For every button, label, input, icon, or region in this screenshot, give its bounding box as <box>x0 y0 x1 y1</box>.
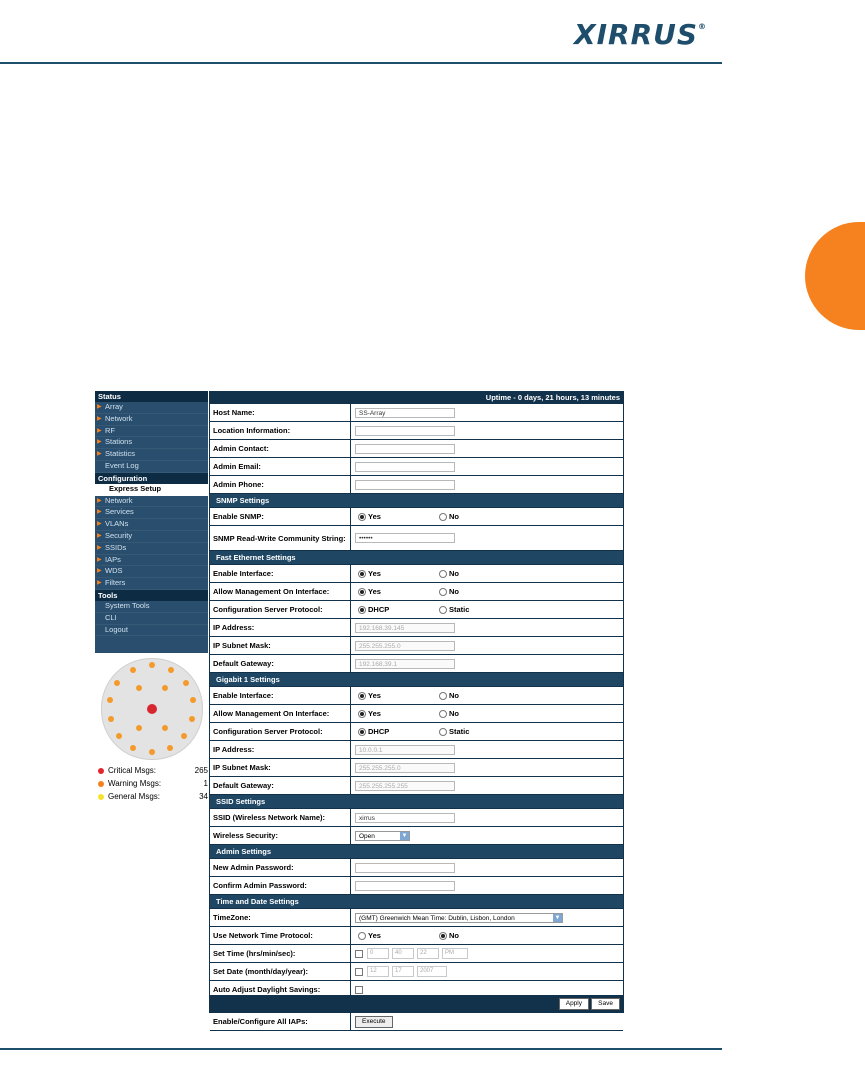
gig-enable-yes-radio[interactable]: Yes <box>358 687 381 704</box>
snmp-yes-radio[interactable]: Yes <box>358 508 381 525</box>
arrow-right-icon: ▶ <box>97 580 102 587</box>
iap-status-dot <box>130 745 136 751</box>
row-host-name: Host Name: SS-Array <box>210 404 623 422</box>
iap-status-dot <box>149 662 155 668</box>
row-gig-mgmt: Allow Management On Interface: Yes No <box>210 705 623 723</box>
fast-ethernet-header: Fast Ethernet Settings <box>210 551 623 565</box>
admin-phone-input[interactable] <box>355 480 455 490</box>
nav-item-iaps[interactable]: ▶ IAPs <box>95 555 208 567</box>
iap-status-dot <box>130 667 136 673</box>
time-minute-input[interactable]: 40 <box>392 948 414 959</box>
fe-mgmt-yes-radio[interactable]: Yes <box>358 583 381 600</box>
set-date-checkbox[interactable] <box>355 968 363 976</box>
nav-item-logout[interactable]: Logout <box>95 625 208 637</box>
iap-status-dot <box>168 667 174 673</box>
fe-enable-no-radio[interactable]: No <box>439 565 459 582</box>
gig-enable-no-radio[interactable]: No <box>439 687 459 704</box>
arrow-right-icon: ▶ <box>97 451 102 458</box>
row-timezone: TimeZone: (GMT) Greenwich Mean Time: Dublin, Lisbon, London ▼ <box>210 909 623 927</box>
fe-gateway-input[interactable]: 192.168.39.1 <box>355 659 455 669</box>
arrow-right-icon: ▶ <box>97 521 102 528</box>
fe-mgmt-no-radio[interactable]: No <box>439 583 459 600</box>
iap-status-dot <box>183 680 189 686</box>
gig-mask-input[interactable]: 255.255.255.0 <box>355 763 455 773</box>
row-fe-mask: IP Subnet Mask: 255.255.255.0 <box>210 637 623 655</box>
chevron-down-icon: ▼ <box>554 914 561 921</box>
row-fe-enable: Enable Interface: Yes No <box>210 565 623 583</box>
arrow-right-icon: ▶ <box>97 509 102 516</box>
arrow-right-icon: ▶ <box>97 415 102 422</box>
date-day-input[interactable]: 17 <box>392 966 414 977</box>
gig-ip-input[interactable]: 10.0.0.1 <box>355 745 455 755</box>
time-ampm-select[interactable]: PM <box>442 948 468 959</box>
wireless-security-select[interactable]: Open ▼ <box>355 831 410 841</box>
nav-item-cli[interactable]: CLI <box>95 613 208 625</box>
arrow-right-icon: ▶ <box>97 439 102 446</box>
location-input[interactable] <box>355 426 455 436</box>
nav-section-status: Status <box>95 391 208 402</box>
row-gig-gateway: Default Gateway: 255.255.255.255 <box>210 777 623 795</box>
time-date-header: Time and Date Settings <box>210 895 623 909</box>
nav-item-security[interactable]: ▶ Security <box>95 531 208 543</box>
row-snmp-community: SNMP Read-Write Community String: •••••• <box>210 526 623 551</box>
nav-section-tools: Tools <box>95 590 208 601</box>
snmp-no-radio[interactable]: No <box>439 508 459 525</box>
row-wireless-security: Wireless Security: Open ▼ <box>210 827 623 845</box>
row-gig-mask: IP Subnet Mask: 255.255.255.0 <box>210 759 623 777</box>
snmp-settings-header: SNMP Settings <box>210 494 623 508</box>
ssid-name-input[interactable]: xirrus <box>355 813 455 823</box>
arrow-right-icon: ▶ <box>97 404 102 410</box>
warning-msgs[interactable]: Warning Msgs: 1 <box>98 777 208 790</box>
web-management-screenshot <box>95 391 624 1026</box>
iap-status-dot <box>189 716 195 722</box>
ssid-settings-header: SSID Settings <box>210 795 623 809</box>
row-new-password: New Admin Password: <box>210 859 623 877</box>
chapter-tab-marker <box>805 222 865 330</box>
array-status-graphic[interactable] <box>101 658 203 760</box>
row-fe-gateway: Default Gateway: 192.168.39.1 <box>210 655 623 673</box>
row-fe-ip: IP Address: 192.168.39.145 <box>210 619 623 637</box>
iap-status-dot <box>190 697 196 703</box>
iap-status-dot <box>107 697 113 703</box>
set-time-checkbox[interactable] <box>355 950 363 958</box>
row-fe-protocol: Configuration Server Protocol: DHCP Static <box>210 601 623 619</box>
general-msgs[interactable]: General Msgs: 34 <box>98 790 208 803</box>
row-gig-protocol: Configuration Server Protocol: DHCP Static <box>210 723 623 741</box>
host-name-input[interactable]: SS-Array <box>355 408 455 418</box>
save-button[interactable]: Save <box>591 998 620 1010</box>
row-admin-phone: Admin Phone: <box>210 476 623 494</box>
nav-item-stations[interactable]: ▶ Stations <box>95 437 208 449</box>
execute-button[interactable]: Execute <box>355 1016 393 1028</box>
nav-item-rf[interactable]: ▶ RF <box>95 426 208 438</box>
date-month-input[interactable]: 12 <box>367 966 389 977</box>
xirrus-logo: XIRRUS® <box>574 18 708 51</box>
nav-item-statistics[interactable]: ▶ Statistics <box>95 449 208 461</box>
fe-enable-yes-radio[interactable]: Yes <box>358 565 381 582</box>
nav-item-system-tools[interactable]: System Tools <box>95 601 208 613</box>
row-admin-email: Admin Email: <box>210 458 623 476</box>
row-enable-iaps: Enable/Configure All IAPs: Execute <box>210 1013 623 1031</box>
nav-item-array[interactable]: ▶ Array <box>95 402 208 414</box>
row-location: Location Information: <box>210 422 623 440</box>
row-admin-contact: Admin Contact: <box>210 440 623 458</box>
nav-item-services[interactable]: ▶ Services <box>95 507 208 519</box>
warning-bullet-icon <box>98 781 104 787</box>
nav-item-express-setup[interactable]: Express Setup <box>95 484 208 496</box>
iap-status-dot <box>136 725 142 731</box>
arrow-right-icon: ▶ <box>97 556 102 563</box>
gig-dhcp-radio[interactable]: DHCP <box>358 723 389 740</box>
nav-section-configuration: Configuration <box>95 473 208 484</box>
nav-item-config-network[interactable]: ▶ Network <box>95 496 208 508</box>
admin-contact-input[interactable] <box>355 444 455 454</box>
general-bullet-icon <box>98 794 104 800</box>
fe-mask-input[interactable]: 255.255.255.0 <box>355 641 455 651</box>
iap-status-dot <box>162 685 168 691</box>
row-dst: Auto Adjust Daylight Savings: <box>210 981 623 999</box>
iap-status-dot <box>167 745 173 751</box>
fe-ip-input[interactable]: 192.168.39.145 <box>355 623 455 633</box>
row-gig-ip: IP Address: 10.0.0.1 <box>210 741 623 759</box>
confirm-password-input[interactable] <box>355 881 455 891</box>
row-ntp: Use Network Time Protocol: Yes No <box>210 927 623 945</box>
row-set-date: Set Date (month/day/year): 12 17 2007 <box>210 963 623 981</box>
iap-status-dot <box>162 725 168 731</box>
nav-item-filters[interactable]: ▶ Filters <box>95 578 208 590</box>
nav-item-vlans[interactable]: ▶ VLANs <box>95 519 208 531</box>
gig-gateway-input[interactable]: 255.255.255.255 <box>355 781 455 791</box>
new-password-input[interactable] <box>355 863 455 873</box>
nav-sidebar <box>95 391 208 653</box>
row-gig-enable: Enable Interface: Yes No <box>210 687 623 705</box>
critical-bullet-icon <box>98 768 104 774</box>
row-fe-mgmt: Allow Management On Interface: Yes No <box>210 583 623 601</box>
array-center-icon <box>147 704 157 714</box>
message-counts <box>98 764 208 803</box>
iap-status-dot <box>181 733 187 739</box>
date-year-input[interactable]: 2007 <box>417 966 447 977</box>
row-set-time: Set Time (hrs/min/sec): 0 40 22 PM <box>210 945 623 963</box>
iap-status-dot <box>136 685 142 691</box>
form-footer <box>210 995 623 1012</box>
gig-mgmt-no-radio[interactable]: No <box>439 705 459 722</box>
nav-item-wds[interactable]: ▶ WDS <box>95 566 208 578</box>
iap-status-dot <box>108 716 114 722</box>
nav-item-event-log[interactable]: Event Log <box>95 461 208 473</box>
timezone-select[interactable]: (GMT) Greenwich Mean Time: Dublin, Lisbon, London ▼ <box>355 913 563 923</box>
ntp-no-radio[interactable]: No <box>439 927 459 944</box>
time-hour-input[interactable]: 0 <box>367 948 389 959</box>
arrow-right-icon: ▶ <box>97 568 102 575</box>
arrow-right-icon: ▶ <box>97 544 102 551</box>
admin-settings-header: Admin Settings <box>210 845 623 859</box>
chevron-down-icon: ▼ <box>401 832 408 839</box>
fe-static-radio[interactable]: Static <box>439 601 469 618</box>
arrow-right-icon: ▶ <box>97 427 102 434</box>
arrow-right-icon: ▶ <box>97 497 102 504</box>
footer-rule <box>0 1048 722 1050</box>
admin-email-input[interactable] <box>355 462 455 472</box>
nav-item-network[interactable]: ▶ Network <box>95 414 208 426</box>
apply-button[interactable]: Apply <box>559 998 589 1010</box>
iap-status-dot <box>116 733 122 739</box>
iap-status-dot <box>114 680 120 686</box>
row-enable-snmp: Enable SNMP: Yes No <box>210 508 623 526</box>
header-rule <box>0 62 722 64</box>
nav-item-ssids[interactable]: ▶ SSIDs <box>95 543 208 555</box>
time-second-input[interactable]: 22 <box>417 948 439 959</box>
gig-mgmt-yes-radio[interactable]: Yes <box>358 705 381 722</box>
uptime-bar: Uptime - 0 days, 21 hours, 13 minutes <box>210 392 623 404</box>
snmp-community-input[interactable]: •••••• <box>355 533 455 543</box>
ntp-yes-radio[interactable]: Yes <box>358 927 381 944</box>
gigabit-header: Gigabit 1 Settings <box>210 673 623 687</box>
critical-msgs[interactable]: Critical Msgs: 265 <box>98 764 208 777</box>
iap-status-dot <box>149 749 155 755</box>
nav-status-list <box>95 402 208 473</box>
gig-static-radio[interactable]: Static <box>439 723 469 740</box>
express-setup-form <box>209 391 624 1026</box>
row-ssid-name: SSID (Wireless Network Name): xirrus <box>210 809 623 827</box>
arrow-right-icon: ▶ <box>97 532 102 539</box>
fe-dhcp-radio[interactable]: DHCP <box>358 601 389 618</box>
dst-checkbox[interactable] <box>355 986 363 994</box>
row-confirm-password: Confirm Admin Password: <box>210 877 623 895</box>
